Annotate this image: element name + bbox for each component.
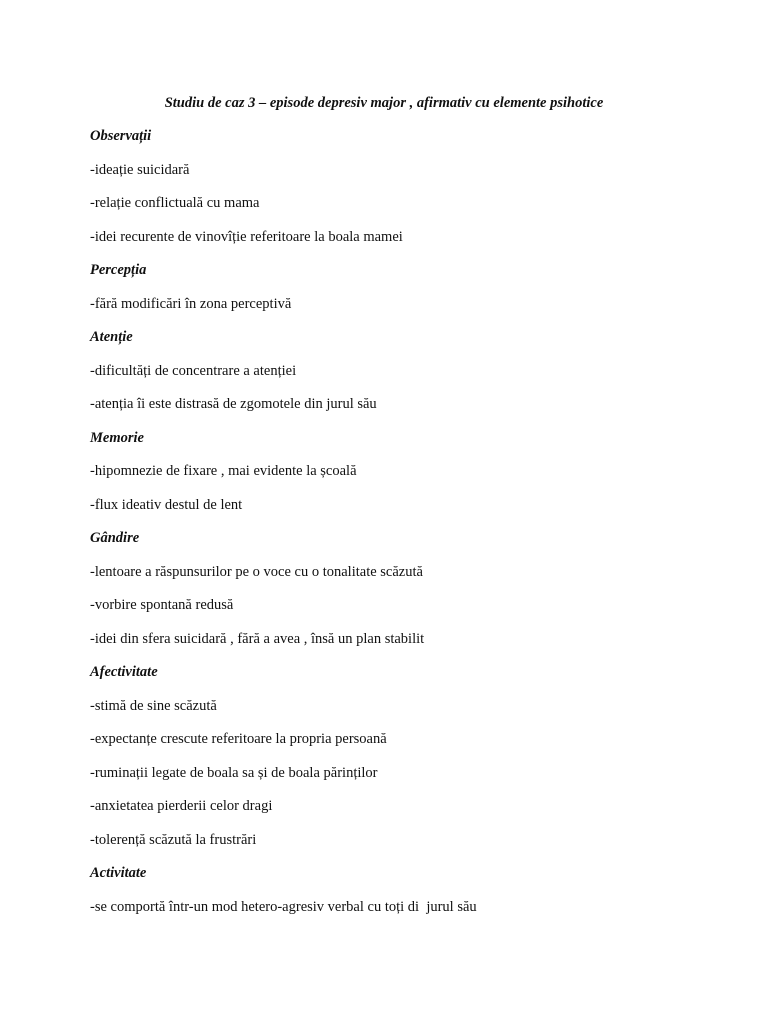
list-item: -relație conflictuală cu mama [90,195,260,211]
list-item: -ideație suicidară [90,161,190,178]
list-item: -vorbire spontană redusă [90,597,234,613]
list-item: -tolerență scăzută la frustrări [90,831,257,848]
list-item: -ruminații legate de boala sa și de boala părinților [90,764,378,781]
list-item: -idei recurente de vinovîție referitoare la boala mamei [90,228,403,245]
list-item: -lentoare a răspunsurilor pe o voce cu o tonalitate scăzută [90,563,423,580]
section-heading-gandire: Gândire [90,530,140,546]
list-item: -anxietatea pierderii celor dragi [90,798,273,814]
list-item: -se comportă într-un mod hetero-agresiv verbal cu toți di jurul său [90,898,477,915]
section-heading-afectivitate: Afectivitate [90,664,158,680]
section-heading-memorie: Memorie [90,429,144,446]
document-title: Studiu de caz 3 – episode depresiv major , afirmativ cu elemente psihotice [164,95,604,111]
section-heading-atentie: Atenție [90,329,133,345]
document-body [90,126,710,930]
section-heading-activitate: Activitate [90,865,147,881]
list-item: -hipomnezie de fixare , mai evidente la școală [90,463,357,479]
section-heading-observatii: Observații [90,128,152,144]
list-item: -stimă de sine scăzută [90,697,217,714]
section-heading-perceptia: Percepția [90,262,147,278]
list-item: -flux ideativ destul de lent [90,496,243,513]
list-item: -expectanțe crescute referitoare la propria persoană [90,731,387,747]
list-item: -dificultăți de concentrare a atenției [90,362,297,379]
list-item: -idei din sfera suicidară , fără a avea , însă un plan stabilit [90,630,425,647]
list-item: -atenția îi este distrasă de zgomotele din jurul său [90,396,377,412]
list-item: -fără modificări în zona perceptivă [90,295,292,312]
